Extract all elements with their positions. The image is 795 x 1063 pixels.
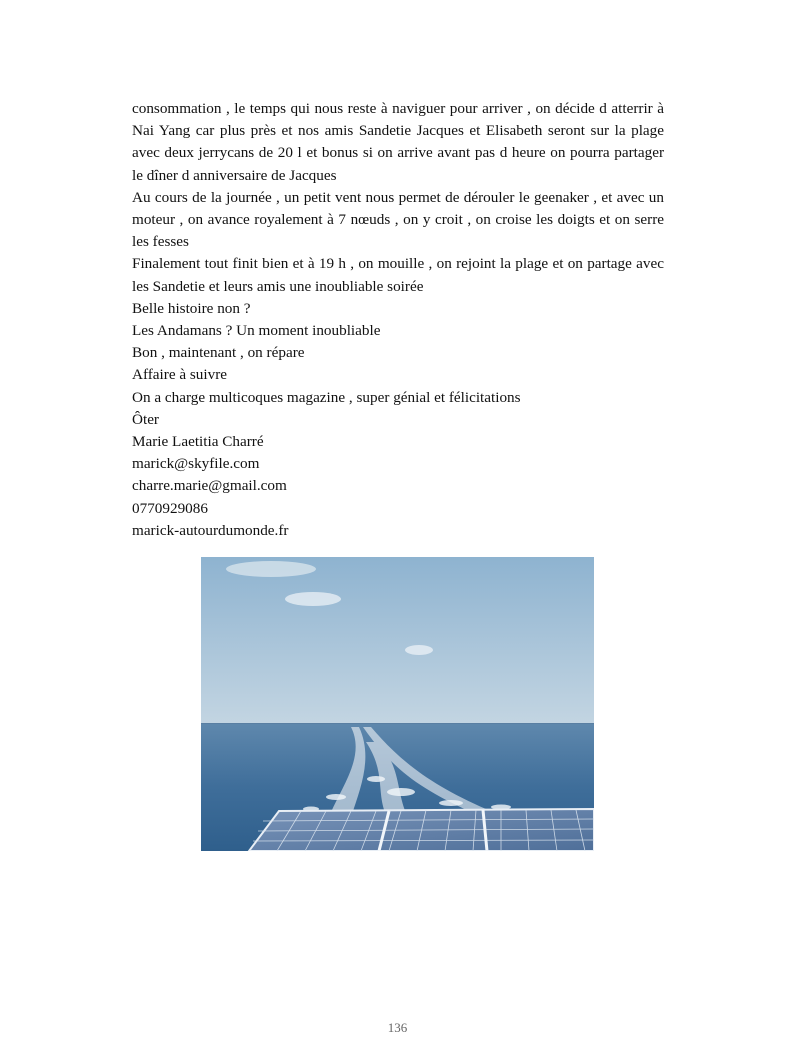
cloud	[405, 645, 433, 655]
line-affaire-a-suivre: Affaire à suivre	[132, 366, 228, 384]
solar-panels	[249, 809, 594, 851]
paragraph-arrival: consommation , le temps qui nous reste à naviguer pour arriver , on décide d atterrir à Nai Yang car plus près et nos amis Sandetie Jacques et Elisabeth seront sur la plage avec deux jerrycans de 20 l et bonus si on arrive avant pas d heure on pourra partager le dîner d anniversaire de Jacques	[132, 100, 664, 184]
cloud	[285, 592, 341, 606]
line-oter: Ôter	[132, 410, 159, 428]
paragraph-finale: Finalement tout finit bien et à 19 h , on mouille , on rejoint la plage et on partage avec les Sandetie et leurs amis une inoubliable soirée	[132, 255, 664, 295]
body-text	[132, 98, 664, 542]
boat-wake-photo	[201, 557, 594, 851]
sky	[201, 557, 594, 725]
line-multicoques: On a charge multicoques magazine , super génial et félicitations	[132, 388, 521, 406]
cloud	[226, 561, 316, 577]
email-gmail: charre.marie@gmail.com	[132, 477, 287, 495]
email-skyfile: marick@skyfile.com	[132, 455, 260, 473]
website: marick-autourdumonde.fr	[132, 521, 289, 539]
page-number: 136	[387, 1020, 408, 1035]
line-andamans: Les Andamans ? Un moment inoubliable	[132, 322, 381, 340]
line-belle-histoire: Belle histoire non ?	[132, 299, 251, 317]
phone-number: 0770929086	[132, 499, 208, 517]
photo-illustration	[201, 557, 594, 851]
author-name: Marie Laetitia Charré	[132, 433, 264, 451]
line-on-repare: Bon , maintenant , on répare	[132, 344, 305, 362]
paragraph-journey: Au cours de la journée , un petit vent nous permet de dérouler le geenaker , et avec un moteur , on avance royalement à 7 nœuds , on y croit , on croise les doigts et on serre les fesses	[132, 188, 664, 251]
